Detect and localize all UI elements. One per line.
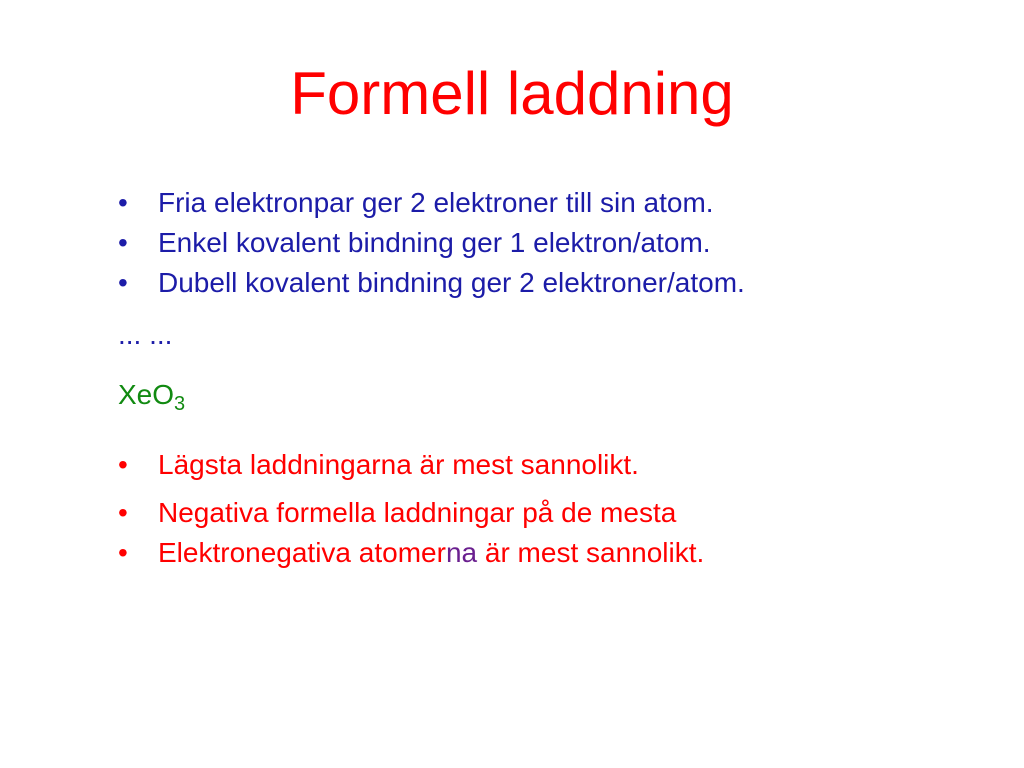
ellipsis-line: ... ... [118, 319, 173, 350]
bullet-marker: • [118, 537, 128, 568]
bullet-text: Enkel kovalent bindning ger 1 elektron/atom. [158, 227, 711, 258]
chemical-formula [118, 378, 185, 421]
bullet-text-part: är mest sannolikt. [477, 537, 705, 568]
formula-subscript: 3 [174, 393, 186, 415]
bullet-text: Dubell kovalent bindning ger 2 elektroner/atom. [158, 267, 745, 298]
bullet-marker: • [118, 187, 128, 218]
bullet-marker: • [118, 227, 128, 258]
bullet-text: Fria elektronpar ger 2 elektroner till sin atom. [158, 187, 714, 218]
bullet-text-highlight: na [445, 537, 478, 568]
bullet-text-part: Elektronegativa atomer [158, 537, 446, 568]
bullet-marker: • [118, 267, 128, 298]
bullet-text: Lägsta laddningarna är mest sannolikt. [158, 449, 639, 480]
bullet-text: Negativa formella laddningar på de mesta [158, 497, 677, 528]
bullet-text [158, 536, 704, 570]
bullet-marker: • [118, 449, 128, 480]
bullet-marker: • [118, 497, 128, 528]
formula-base: XeO [118, 379, 175, 410]
slide-title: Formell laddning [290, 60, 734, 127]
